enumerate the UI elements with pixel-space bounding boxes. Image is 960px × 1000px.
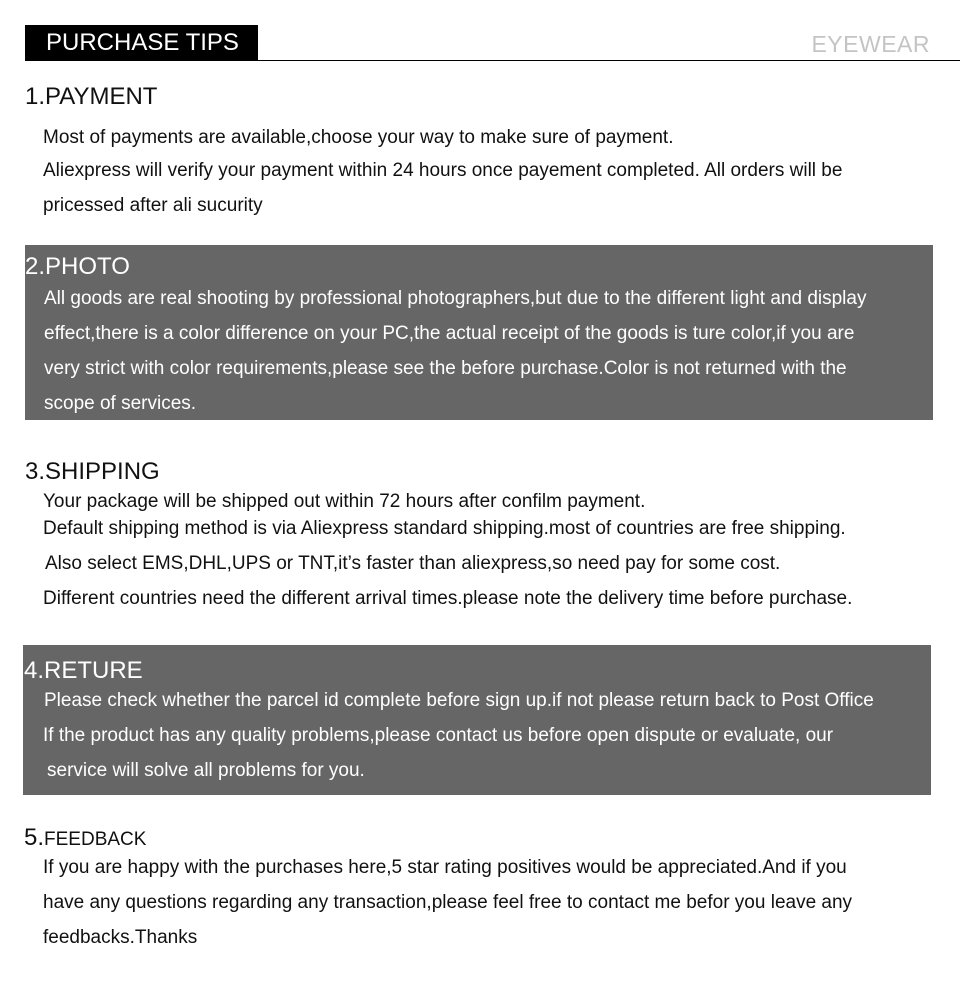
section-heading: 2.PHOTO — [25, 253, 130, 280]
section-text-line: Different countries need the different arrival times.please note the delivery time before purchase. — [43, 588, 853, 609]
section-heading — [24, 824, 146, 852]
section-text-line: Please check whether the parcel id complete before sign up.if not please return back to Post Office — [44, 690, 874, 711]
section-text-line: very strict with color requirements,please see the before purchase.Color is not returned with the — [44, 358, 847, 379]
section-text-line: Aliexpress will verify your payment within 24 hours once payement completed. All orders will be — [43, 160, 843, 181]
section-text-line: Most of payments are available,choose your way to make sure of payment. — [43, 127, 674, 148]
page-title: PURCHASE TIPS — [25, 25, 258, 61]
section-heading-label: FEEDBACK — [44, 829, 147, 850]
section-return — [23, 645, 931, 795]
brand-label: EYEWEAR — [811, 31, 930, 57]
section-text-line: have any questions regarding any transaction,please feel free to contact me befor you leave any — [43, 892, 853, 913]
section-text-line: scope of services. — [44, 393, 197, 414]
section-text-line: If you are happy with the purchases here,5 star rating positives would be appreciated.And if you — [43, 857, 847, 878]
section-heading: 3.SHIPPING — [25, 458, 160, 485]
section-heading-number: 5. — [24, 824, 45, 851]
section-shipping — [0, 450, 960, 620]
section-text-line: If the product has any quality problems,please contact us before open dispute or evaluate, our — [43, 725, 834, 746]
section-text-line: Also select EMS,DHL,UPS or TNT,it’s faster than aliexpress,so need pay for some cost. — [45, 553, 781, 574]
section-photo — [25, 245, 933, 420]
section-text-line: effect,there is a color difference on your PC,the actual receipt of the goods is ture color,if you are — [44, 323, 855, 344]
section-text-line: service will solve all problems for you. — [47, 760, 365, 781]
section-payment — [0, 75, 960, 225]
header-divider — [25, 60, 960, 61]
section-feedback — [0, 815, 960, 965]
section-text-line: Default shipping method is via Aliexpress standard shipping.most of countries are free shipping. — [43, 518, 846, 539]
section-heading: 1.PAYMENT — [25, 83, 158, 110]
section-text-line: feedbacks.Thanks — [43, 927, 198, 948]
section-text-line: pricessed after ali sucurity — [43, 195, 263, 216]
section-heading: 4.RETURE — [24, 657, 143, 684]
section-text-line: All goods are real shooting by professional photographers,but due to the different light and display — [44, 288, 867, 309]
section-text-line: Your package will be shipped out within 72 hours after confilm payment. — [43, 491, 646, 512]
